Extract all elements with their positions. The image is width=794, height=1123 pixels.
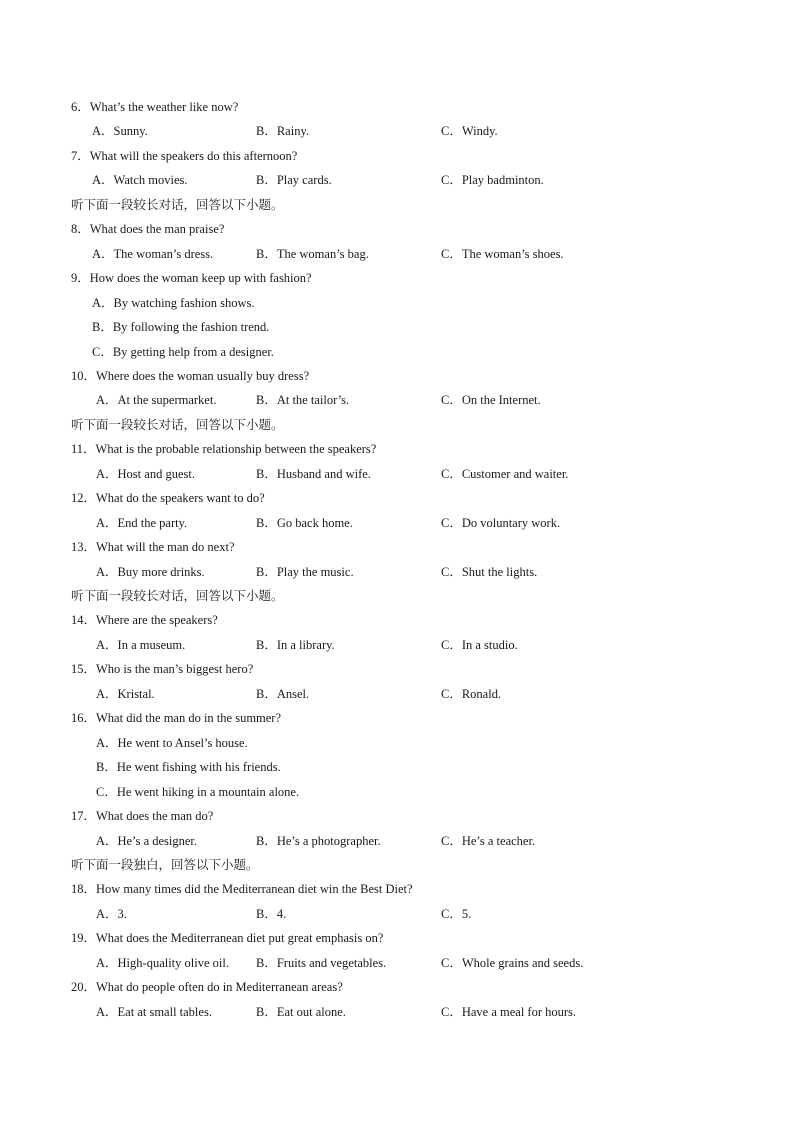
answer-option: C．Customer and waiter.	[441, 467, 569, 481]
answer-option: C．Have a meal for hours.	[441, 1005, 577, 1019]
question-text: 9．How does the woman keep up with fashion?	[71, 271, 312, 285]
question-text: 17．What does the man do?	[71, 809, 214, 823]
answer-option: B．He went fishing with his friends.	[96, 760, 281, 774]
answer-option: A．Buy more drinks.	[96, 565, 205, 579]
answer-option: C．Ronald.	[441, 687, 502, 701]
answer-option: C．In a studio.	[441, 638, 518, 652]
answer-option: A．End the party.	[96, 516, 188, 530]
answer-option: B．Eat out alone.	[256, 1005, 346, 1019]
question-text: 8．What does the man praise?	[71, 222, 225, 236]
answer-option: A．Eat at small tables.	[96, 1005, 212, 1019]
question-text: 15．Who is the man’s biggest hero?	[71, 662, 254, 676]
answer-option: B．Fruits and vegetables.	[256, 956, 387, 970]
answer-option: C．Whole grains and seeds.	[441, 956, 584, 970]
answer-option: A．He went to Ansel’s house.	[96, 736, 248, 750]
question-text: 19．What does the Mediterranean diet put great emphasis on?	[71, 931, 384, 945]
answer-option: A．3.	[96, 907, 127, 921]
answer-option: C．He went hiking in a mountain alone.	[96, 785, 300, 799]
question-text: 14．Where are the speakers?	[71, 613, 218, 627]
section-instruction: 听下面一段较长对话，回答以下小题。	[71, 197, 284, 212]
question-text: 18．How many times did the Mediterranean diet win the Best Diet?	[71, 882, 413, 896]
section-instruction: 听下面一段独白，回答以下小题。	[71, 857, 259, 872]
answer-option: C．5.	[441, 907, 472, 921]
question-text: 11．What is the probable relationship between the speakers?	[71, 442, 377, 456]
answer-option: A．By watching fashion shows.	[92, 296, 255, 310]
answer-option: C．Do voluntary work.	[441, 516, 561, 530]
section-instruction: 听下面一段较长对话，回答以下小题。	[71, 588, 284, 603]
answer-option: B．In a library.	[256, 638, 335, 652]
answer-option: A．High-quality olive oil.	[96, 956, 229, 970]
answer-option: B．Rainy.	[256, 124, 310, 138]
question-text: 16．What did the man do in the summer?	[71, 711, 282, 725]
question-text: 7．What will the speakers do this afternoon?	[71, 149, 298, 163]
answer-option: B．By following the fashion trend.	[92, 320, 270, 334]
section-instruction: 听下面一段较长对话，回答以下小题。	[71, 417, 284, 432]
answer-option: A．At the supermarket.	[96, 393, 217, 407]
answer-option: C．By getting help from a designer.	[92, 345, 274, 359]
answer-option: C．Windy.	[441, 124, 498, 138]
answer-option: C．Play badminton.	[441, 173, 544, 187]
answer-option: C．He’s a teacher.	[441, 834, 536, 848]
answer-option: A．Sunny.	[92, 124, 148, 138]
answer-option: C．On the Internet.	[441, 393, 541, 407]
question-text: 12．What do the speakers want to do?	[71, 491, 265, 505]
answer-option: C．Shut the lights.	[441, 565, 538, 579]
answer-option: A．He’s a designer.	[96, 834, 198, 848]
answer-option: A．Host and guest.	[96, 467, 195, 481]
answer-option: B．He’s a photographer.	[256, 834, 381, 848]
answer-option: B．Play the music.	[256, 565, 354, 579]
question-text: 6．What’s the weather like now?	[71, 100, 239, 114]
answer-option: C．The woman’s shoes.	[441, 247, 564, 261]
answer-option: B．Go back home.	[256, 516, 353, 530]
question-text: 10．Where does the woman usually buy dress?	[71, 369, 310, 383]
answer-option: B．Play cards.	[256, 173, 332, 187]
answer-option: B．At the tailor’s.	[256, 393, 350, 407]
question-text: 20．What do people often do in Mediterranean areas?	[71, 980, 343, 994]
answer-option: A．The woman’s dress.	[92, 247, 214, 261]
answer-option: A．Kristal.	[96, 687, 155, 701]
answer-option: B．4.	[256, 907, 287, 921]
answer-option: A．Watch movies.	[92, 173, 188, 187]
answer-option: B．Husband and wife.	[256, 467, 371, 481]
answer-option: A．In a museum.	[96, 638, 186, 652]
question-text: 13．What will the man do next?	[71, 540, 235, 554]
answer-option: B．The woman’s bag.	[256, 247, 369, 261]
answer-option: B．Ansel.	[256, 687, 310, 701]
